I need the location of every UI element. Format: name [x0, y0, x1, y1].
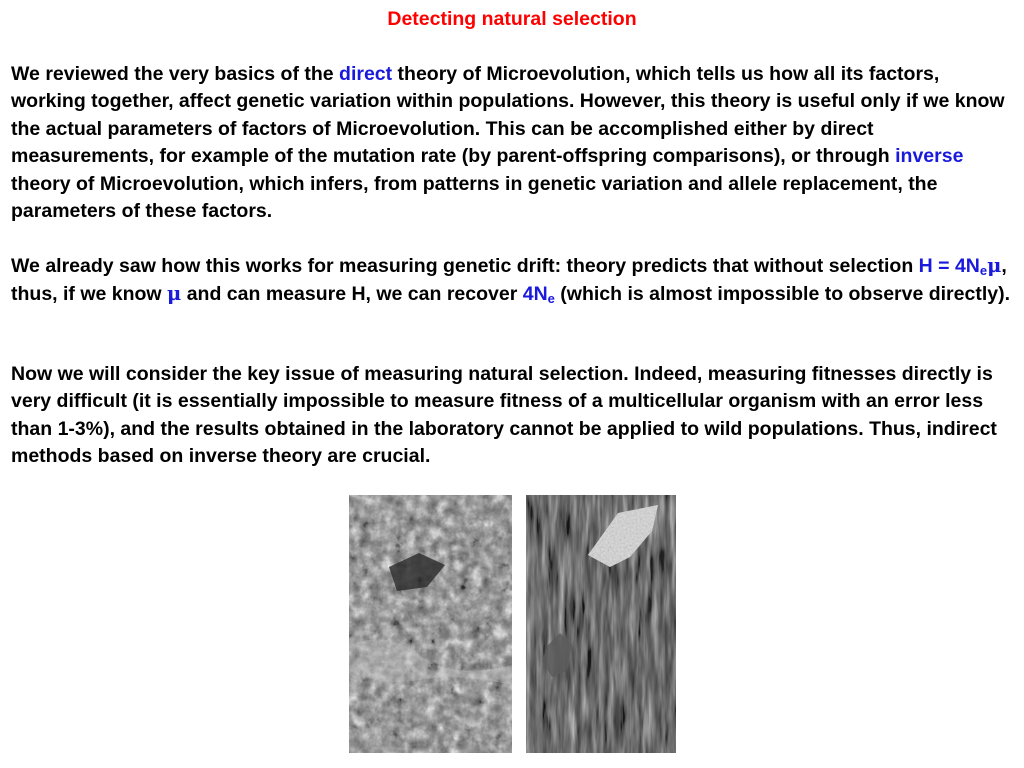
- formula-h-subscript: e: [979, 263, 988, 278]
- p2-text-4: (which is almost impossible to observe directly).: [554, 283, 1011, 306]
- p2-text-1: We already saw how this works for measuring genetic drift: theory predicts that without selection: [11, 255, 919, 277]
- p2-text-3: and can measure H, we can recover: [181, 283, 523, 306]
- formula-h-main: H = 4N: [918, 255, 980, 277]
- slide-title: Detecting natural selection: [387, 8, 637, 30]
- paragraph-direct-inverse: [11, 61, 1016, 225]
- p1-text-2: theory of Microevolution, which tells us how all its factors, working together, affect genetic variation within populations. However, this theory is useful only if we know the actual parameters of factors of Microevolution. This can be accomplished either by direct measurements, for example of the mutation rate (by parent-offspring comparisons), or through: [11, 63, 1005, 168]
- p1-text-3: theory of Microevolution, which infers, from patterns in genetic variation and allele replacement, the parameters of these factors.: [11, 172, 938, 223]
- moth-photos: [349, 495, 676, 753]
- formula-4ne-subscript: e: [547, 291, 555, 307]
- term-inverse: inverse: [895, 145, 964, 168]
- lichen-bark-dark-moth-photo: [349, 495, 512, 753]
- formula-4ne-main: 4N: [522, 283, 548, 306]
- mu-symbol: μ: [167, 282, 182, 306]
- paragraph-genetic-drift: [11, 252, 1016, 309]
- dark-bark-light-moth-photo: [526, 495, 676, 753]
- formula-h-mu: μ: [987, 254, 1002, 277]
- paragraph-natural-selection: Now we will consider the key issue of measuring natural selection. Indeed, measuring fitnesses directly is very difficult (it is essentially impossible to measure fitness of a multicellular organism with an error less than 1-3%), and the results obtained in the laboratory cannot be applied to wild populations. Thus, indirect methods based on inverse theory are crucial.: [11, 363, 997, 468]
- p2-text-2: , thus, if we know: [11, 255, 1007, 306]
- term-direct: direct: [339, 63, 393, 85]
- formula-4ne: [523, 283, 555, 305]
- p1-text-1: We reviewed the very basics of the: [11, 63, 340, 85]
- formula-h-equals: [919, 255, 1002, 277]
